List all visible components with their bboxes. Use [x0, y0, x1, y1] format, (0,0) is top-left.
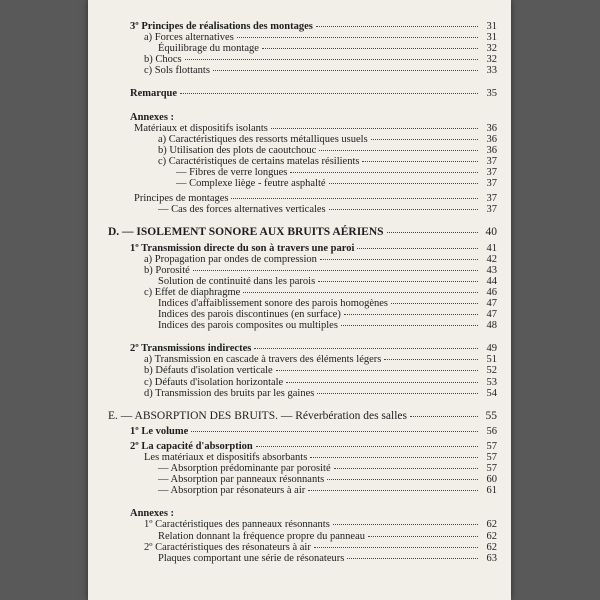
spacer: [108, 399, 497, 411]
toc-page-number: 37: [486, 155, 497, 167]
dot-leader: [276, 370, 478, 371]
toc-entry-label: 3º Principes de réalisations des montages: [130, 21, 313, 32]
toc-page-number: 44: [486, 275, 497, 287]
dot-leader: [193, 270, 478, 271]
dot-leader: [314, 547, 478, 548]
toc-entry-label: Annexes :: [130, 508, 175, 520]
toc-entry: [108, 519, 497, 530]
toc-entry: [108, 354, 497, 365]
toc-entry-label: Indices d'affaiblissement sonore des parois homogènes: [158, 297, 389, 309]
toc-page-number: 36: [486, 144, 497, 156]
toc-entry: [108, 276, 497, 287]
toc-entry: [108, 463, 497, 474]
dot-leader: [357, 248, 478, 249]
dot-leader: [387, 232, 478, 233]
dot-leader: [318, 281, 478, 282]
toc-page-number: 47: [486, 297, 497, 309]
dot-leader: [243, 292, 478, 293]
toc-entry: [108, 254, 497, 265]
table-of-contents: [108, 21, 497, 564]
dot-leader: [327, 479, 478, 480]
toc-page-number: 53: [486, 376, 497, 388]
toc-entry: [108, 88, 497, 99]
toc-page-number: 62: [486, 541, 497, 553]
toc-page-number: 54: [486, 387, 497, 399]
toc-entry-label: a) Caractéristiques des ressorts métalliques usuels: [158, 133, 368, 145]
toc-entry-label: 2º La capacité d'absorption: [130, 440, 253, 452]
toc-entry: [108, 156, 497, 167]
dot-leader: [317, 393, 478, 394]
toc-entry: [108, 553, 497, 564]
toc-page-number: 31: [486, 32, 497, 44]
toc-entry: [108, 411, 497, 422]
spacer: [108, 331, 497, 343]
toc-page-number: 42: [486, 253, 497, 265]
toc-entry-label: c) Effet de diaphragme: [144, 286, 241, 298]
toc-entry: [108, 167, 497, 178]
dot-leader: [334, 468, 478, 469]
dot-leader: [368, 536, 478, 537]
toc-entry-label: b) Porosité: [144, 264, 190, 276]
toc-entry: [108, 43, 497, 54]
toc-page-number: 55: [485, 409, 497, 422]
toc-entry-label: Solution de continuité dans les parois: [158, 275, 316, 287]
toc-entry-label: — Absorption prédominante par porosité: [158, 463, 331, 475]
toc-entry-label: Les matériaux et dispositifs absorbants: [144, 452, 308, 463]
toc-entry-label: 1º Caractéristiques des panneaux résonnants: [144, 519, 330, 531]
dot-leader: [341, 325, 478, 326]
toc-entry: [108, 54, 497, 65]
toc-entry: [108, 287, 497, 298]
dot-leader: [329, 183, 478, 184]
toc-entry-label: — Cas des forces alternatives verticales: [158, 204, 326, 216]
toc-page-number: 35: [486, 88, 497, 100]
toc-entry-label: Remarque: [130, 88, 178, 100]
dot-leader: [347, 558, 478, 559]
toc-entry: [108, 265, 497, 276]
dot-leader: [308, 490, 478, 491]
toc-entry: [108, 134, 497, 145]
toc-page-number: 62: [486, 530, 497, 542]
toc-entry: [108, 377, 497, 388]
toc-page-number: 31: [486, 21, 497, 32]
toc-entry: [108, 441, 497, 452]
toc-entry-label: Plaques comportant une série de résonateurs: [158, 552, 345, 564]
dot-leader: [329, 209, 478, 210]
toc-entry-label: — Absorption par résonateurs à air: [158, 485, 306, 497]
spacer: [108, 100, 497, 112]
toc-entry-label: 2º Caractéristiques des résonateurs à air: [144, 541, 311, 553]
toc-entry-label: c) Caractéristiques de certains matelas résilients: [158, 155, 360, 167]
toc-entry-label: E. — ABSORPTION DES BRUITS. — Réverbération des salles: [108, 409, 407, 422]
dot-leader: [191, 431, 478, 432]
toc-entry: [108, 227, 497, 238]
toc-page-number: 47: [486, 309, 497, 321]
toc-page-number: 52: [486, 365, 497, 377]
toc-entry-label: b) Utilisation des plots de caoutchouc: [158, 144, 317, 156]
toc-entry-label: Indices des parois composites ou multiples: [158, 320, 338, 332]
toc-page-number: 37: [486, 178, 497, 190]
dot-leader: [256, 446, 478, 447]
dot-leader: [286, 382, 478, 383]
toc-entry-label: Annexes :: [130, 111, 175, 123]
toc-page-number: 36: [486, 133, 497, 145]
toc-entry: [108, 21, 497, 32]
toc-entry-label: — Fibres de verre longues: [176, 167, 288, 179]
dot-leader: [319, 150, 478, 151]
spacer: [108, 496, 497, 508]
toc-entry: [108, 531, 497, 542]
toc-entry-label: 2º Transmissions indirectes: [130, 343, 252, 355]
toc-entry: [108, 178, 497, 189]
dot-leader: [290, 172, 478, 173]
toc-page-number: 37: [486, 193, 497, 205]
toc-entry: [108, 426, 497, 437]
toc-page-number: 61: [486, 485, 497, 497]
toc-entry: [108, 343, 497, 354]
toc-entry-label: d) Transmission des bruits par les gaines: [144, 387, 315, 399]
book-page: [88, 0, 511, 600]
toc-entry-label: Matériaux et dispositifs isolants: [134, 122, 268, 134]
dot-leader: [271, 128, 478, 129]
toc-page-number: 62: [486, 519, 497, 531]
toc-page-number: 32: [486, 54, 497, 66]
toc-page-number: 56: [486, 425, 497, 437]
toc-page-number: 33: [486, 65, 497, 77]
toc-page-number: 36: [486, 122, 497, 134]
toc-page-number: 60: [486, 474, 497, 486]
toc-entry: [108, 65, 497, 76]
toc-entry: [108, 309, 497, 320]
toc-entry-label: Relation donnant la fréquence propre du panneau: [158, 530, 366, 542]
toc-page-number: 37: [486, 167, 497, 179]
toc-entry: [108, 123, 497, 134]
dot-leader: [371, 139, 478, 140]
dot-leader: [333, 524, 478, 525]
toc-entry: [108, 542, 497, 553]
dot-leader: [254, 348, 478, 349]
toc-entry-label: a) Forces alternatives: [144, 32, 234, 44]
dot-leader: [320, 259, 478, 260]
toc-entry-label: c) Sols flottants: [144, 65, 210, 77]
toc-page-number: 37: [486, 204, 497, 216]
toc-page-number: 51: [486, 354, 497, 366]
toc-page-number: 63: [486, 552, 497, 564]
toc-page-number: 41: [486, 242, 497, 254]
dot-leader: [384, 359, 478, 360]
toc-entry: [108, 32, 497, 43]
toc-entry-label: 1º Transmission directe du son à travers une paroi: [130, 242, 355, 254]
toc-entry-label: b) Défauts d'isolation verticale: [144, 365, 273, 377]
dot-leader: [180, 93, 478, 94]
dot-leader: [231, 198, 478, 199]
toc-entry-label: a) Propagation par ondes de compression: [144, 253, 317, 265]
toc-entry-label: Indices des parois discontinues (en surface): [158, 309, 341, 321]
dot-leader: [185, 59, 478, 60]
toc-entry: [108, 474, 497, 485]
dot-leader: [310, 457, 478, 458]
toc-entry: [108, 452, 497, 463]
dot-leader: [410, 416, 478, 417]
spacer: [108, 76, 497, 88]
dot-leader: [362, 161, 478, 162]
toc-page-number: 40: [485, 226, 497, 239]
toc-entry-label: D. — ISOLEMENT SONORE AUX BRUITS AÉRIENS: [108, 226, 384, 239]
dot-leader: [262, 48, 478, 49]
toc-entry: [108, 145, 497, 156]
toc-entry: [108, 388, 497, 399]
toc-entry-label: b) Chocs: [144, 54, 182, 66]
toc-entry-label: a) Transmission en cascade à travers des éléments légers: [144, 354, 382, 366]
toc-entry: [108, 243, 497, 254]
toc-entry: [108, 485, 497, 496]
toc-entry-label: 1º Le volume: [130, 425, 189, 437]
toc-entry: [108, 204, 497, 215]
toc-page-number: 46: [486, 286, 497, 298]
toc-page-number: 49: [486, 343, 497, 355]
toc-entry: [108, 365, 497, 376]
toc-page-number: 57: [486, 452, 497, 463]
toc-entry-label: c) Défauts d'isolation horizontale: [144, 376, 284, 388]
toc-section-heading: [108, 508, 497, 519]
dot-leader: [391, 303, 478, 304]
dot-leader: [344, 314, 478, 315]
toc-section-heading: [108, 112, 497, 123]
toc-entry-label: Équilibrage du montage: [158, 43, 259, 55]
toc-entry-label: Principes de montages: [134, 193, 229, 205]
dot-leader: [237, 37, 478, 38]
toc-page-number: 57: [486, 463, 497, 475]
toc-page-number: 43: [486, 264, 497, 276]
toc-entry: [108, 320, 497, 331]
dot-leader: [316, 26, 478, 27]
dot-leader: [213, 70, 478, 71]
toc-entry: [108, 298, 497, 309]
toc-page-number: 32: [486, 43, 497, 55]
toc-entry: [108, 193, 497, 204]
toc-page-number: 57: [486, 440, 497, 452]
toc-entry-label: — Complexe liège - feutre asphalté: [176, 178, 326, 190]
toc-page-number: 48: [486, 320, 497, 332]
toc-entry-label: — Absorption par panneaux résonnants: [158, 474, 325, 486]
